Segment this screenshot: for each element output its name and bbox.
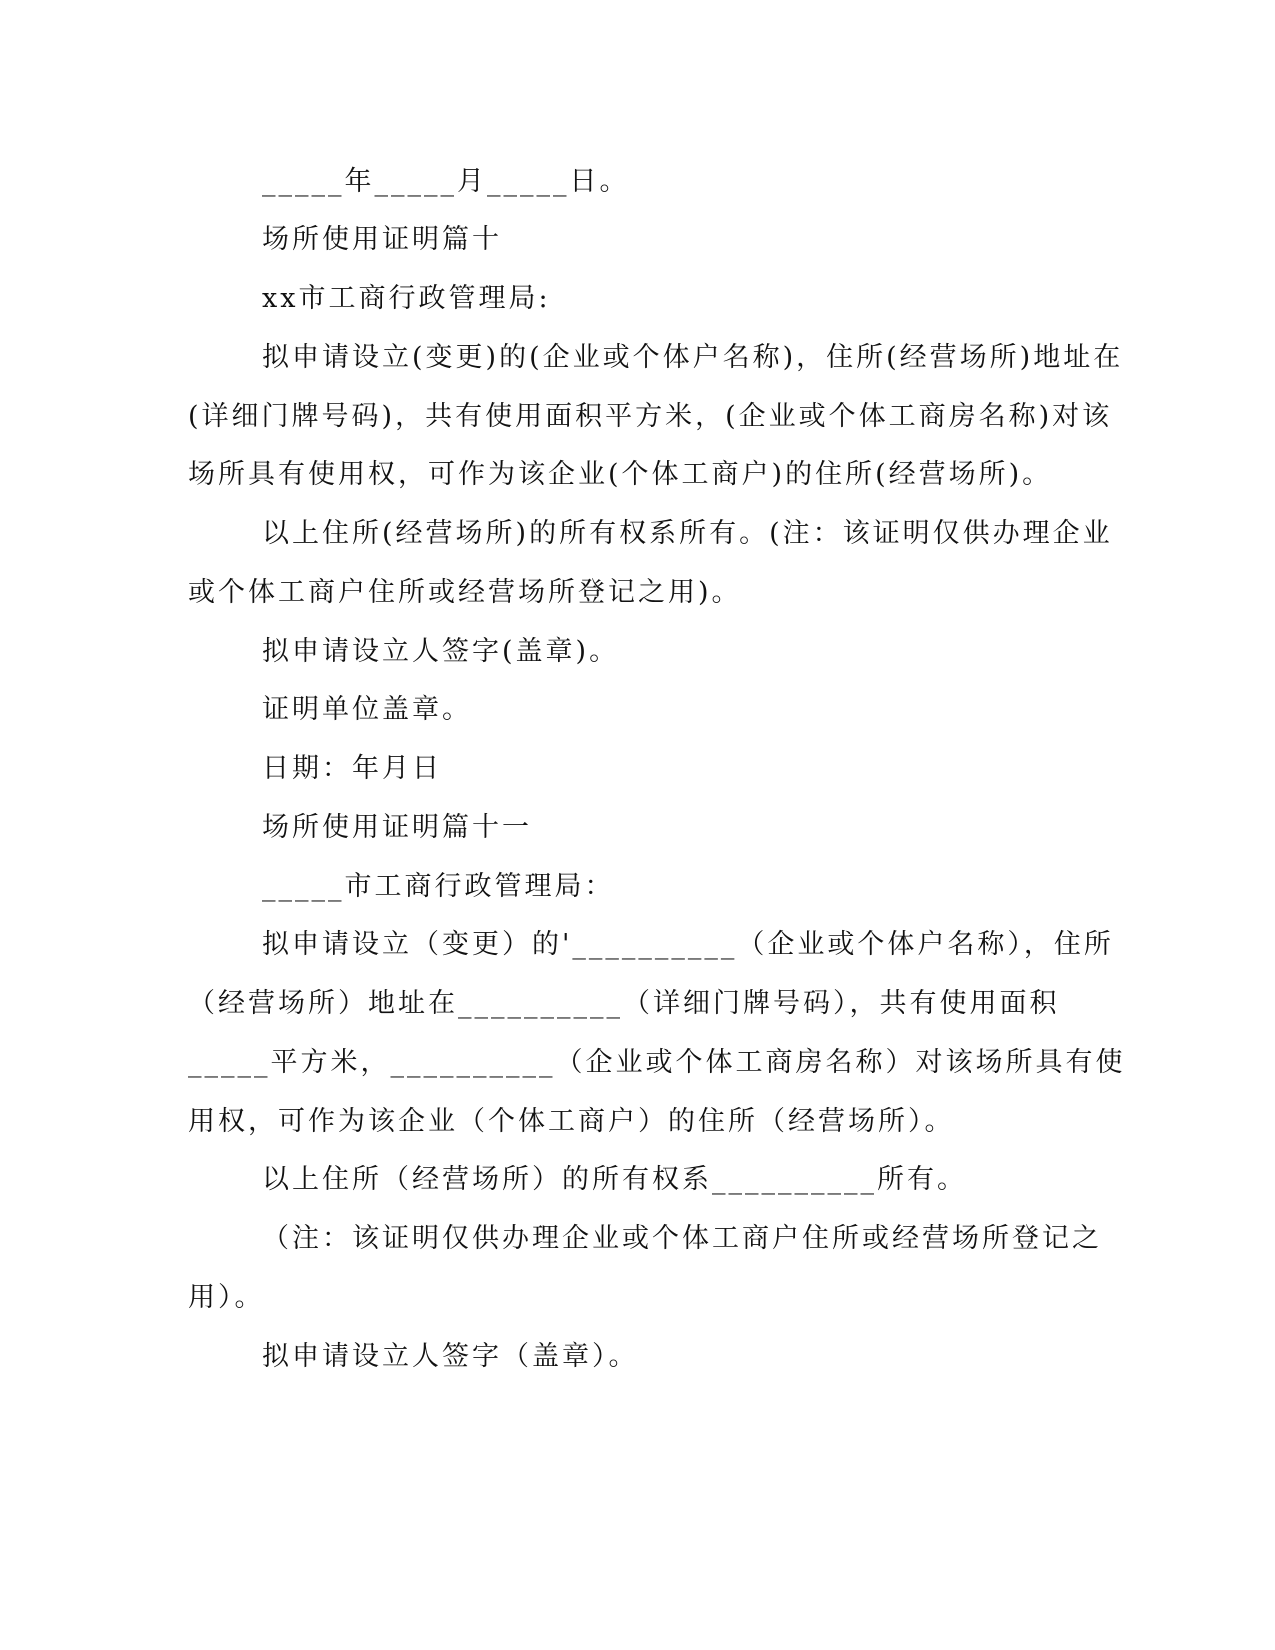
paragraph-line: 用权，可作为该企业（个体工商户）的住所（经营场所）。 (188, 1106, 955, 1137)
signature-line: 拟申请设立人签字(盖章)。 (262, 636, 620, 667)
paragraph-line: (详细门牌号码)，共有使用面积平方米，(企业或个体工商房名称)对该 (188, 401, 1113, 432)
note-line: （注：该证明仅供办理企业或个体工商户住所或经营场所登记之 (262, 1223, 1102, 1254)
date-blank-line: _____年_____月_____日。 (262, 166, 630, 197)
paragraph-line: 或个体工商户住所或经营场所登记之用)。 (188, 577, 742, 608)
addressee-line: _____市工商行政管理局： (262, 871, 615, 902)
paragraph-line: 以上住所(经营场所)的所有权系所有。(注：该证明仅供办理企业 (262, 518, 1113, 549)
addressee-line: xx市工商行政管理局: (262, 283, 551, 314)
paragraph-line: _____平方米，__________（企业或个体工商房名称）对该场所具有使 (188, 1047, 1126, 1078)
date-line: 日期：年月日 (262, 753, 442, 784)
paragraph-line: （经营场所）地址在__________（详细门牌号码），共有使用面积 (188, 988, 1060, 1019)
note-line: 用）。 (188, 1282, 265, 1313)
paragraph-line: 拟申请设立(变更)的(企业或个体户名称)，住所(经营场所)地址在 (262, 342, 1124, 373)
paragraph-line: 场所具有使用权，可作为该企业(个体工商户)的住所(经营场所)。 (188, 459, 1053, 490)
paragraph-line: 拟申请设立（变更）的'__________（企业或个体户名称），住所 (262, 929, 1114, 960)
paragraph-line: 以上住所（经营场所）的所有权系__________所有。 (262, 1164, 967, 1195)
stamp-line: 证明单位盖章。 (262, 694, 472, 725)
section-heading-11: 场所使用证明篇十一 (262, 812, 532, 843)
signature-line: 拟申请设立人签字（盖章）。 (262, 1341, 639, 1372)
section-heading-10: 场所使用证明篇十 (262, 224, 502, 255)
